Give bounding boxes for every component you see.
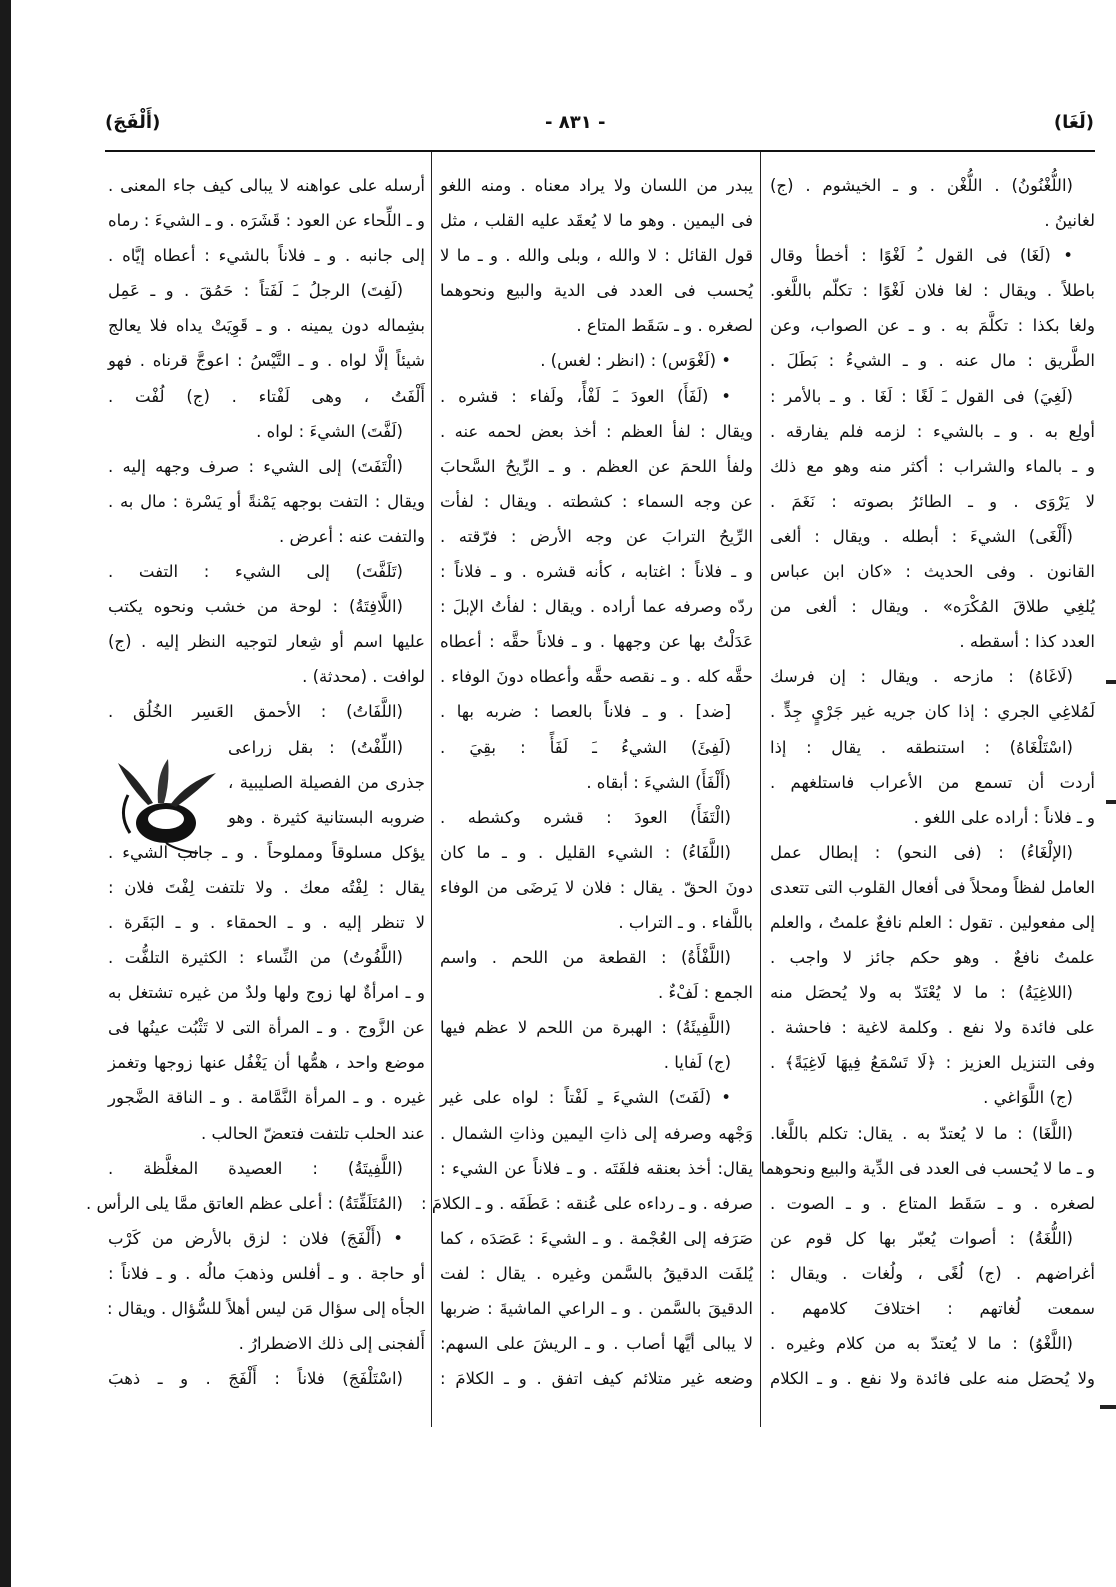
text-line: (اللِّفْتُ) : بقل زراعى (228, 737, 403, 757)
text-line: (لَغِيَ) فى القول ـَ لَغًا : لَغَا . و ـ بالأمر : (770, 386, 1073, 406)
column-divider (760, 152, 761, 1427)
text-line: أرسله على عواهنه لا يبالى كيف جاء المعنى . (108, 176, 425, 195)
scan-mark (1106, 680, 1116, 684)
text-line: (اللَّغْوُ) : ما لا يُعتدّ به من كلام وغيره . (770, 1334, 1073, 1354)
text-line: يُحسب فى العدد فى الدية والبيع ونحوهما (440, 281, 753, 301)
column-middle (421, 168, 753, 1396)
text-line: ويقال : التفت بوجهه يَمْنةً أو يَسْرة : مال به . (108, 491, 425, 511)
text-line: و ـ فلاناً : اغتابه ، كأنه قشره . و ـ فلاناً : (440, 562, 753, 582)
text-line: لا يَرْوَى . و ـ الطائرُ بصوته : نَغَمَ . (770, 491, 1095, 511)
text-line: (اللَّافِتَةُ) : لوحة من خشب ونحوه يكتب (108, 597, 403, 617)
text-line: (اللُّغْنُونُ) . اللُّغْن . و ـ الخيشوم . (ج) (770, 176, 1073, 195)
header-last-entry: (أَلْفَجَ) (105, 112, 161, 133)
text-line: ردّه وصرفه عما أراده . ويقال : لفأتُ الإبلَ : (440, 597, 753, 617)
text-line: لغانينُ . (1044, 211, 1095, 231)
text-line: ولا يُحصَل منه على فائدة ولا نفع . و ـ الكلام (770, 1369, 1095, 1389)
text-line: يُلفَت الدقيقُ بالسَّمن وغيره . يقال : لفت (440, 1263, 753, 1283)
text-line: لصغره . و ـ سَقَط المتاع . و ـ الصوت . (770, 1193, 1095, 1213)
scan-mark (1106, 800, 1116, 804)
text-line: الطَّريق : مال عنه . و ـ الشيءُ : بَطَلَ . (770, 351, 1095, 371)
text-line: فى اليمين . وهو ما لا يُعقَد عليه القلب ، مثل (440, 211, 753, 231)
text-line: إلى جانبه . و ـ فلاناً بالشيء : أعطاه إيَّاه . (108, 246, 425, 266)
text-line: (لَفِتَ) الرجلُ ـَ لَفَتاً : حَمُقَ . و ـ عَمِل (108, 281, 403, 301)
text-line: وَجْهه وصرفه إلى ذاتِ اليمين وذاتِ الشمال . (440, 1123, 753, 1143)
text-line: شيئاً إلَّا لواه . و ـ التَّيْسُ : اعوجَّ قرناه . فهو (108, 351, 425, 371)
text-line: يبدر من اللسان ولا يراد معناه . ومنه اللغو (440, 176, 753, 195)
text-line: حقَّه كله . و ـ نقصه حقَّه وأعطاه دونَ الوفاء . (440, 667, 753, 687)
text-line: و ـ ما لا يُحسب فى العدد فى الدِّية والبيع ونحوهما (760, 1158, 1095, 1178)
text-line: على فائدة ولا نفع . وكلمة لاغية : فاحشة . (770, 1018, 1095, 1038)
text-line: وضعه غير متلائم كيف اتفق . و ـ الكلامَ : (440, 1369, 753, 1389)
text-line: دونَ الحقّ . يقال : فلان لا يَرضَى من الوفاء (440, 877, 753, 897)
text-line: (اللَّفْأَةُ) : القطعة من اللحم . واسم (440, 948, 731, 968)
text-line: (اللَّفِيتَةُ) : العصيدة المغلَّظة . (108, 1158, 403, 1178)
text-line: (اللَّغَا) : ما لا يُعتدّ به . يقال: تكلم باللَّغا. (770, 1123, 1073, 1143)
text-line: (أَلْغَى) الشيءَ : أبطله . ويقال : ألغى (770, 526, 1073, 546)
text-line: بشِماله دون يمينه . و ـ قَوِيَتْ يداه فلا يعالج (108, 316, 425, 336)
text-line: و ـ امرأةٌ لها زوج ولها ولدٌ من غيره تشتغل به (108, 983, 425, 1003)
text-line: و ـ فلاناً : أراده على اللغو . (913, 807, 1095, 827)
text-line: (تَلَفَّتَ) إلى الشيء : التفت . (108, 562, 403, 582)
text-line: ضروبه البستانية كثيرة . وهو (228, 807, 425, 827)
text-line: أردت أن تسمع من الأعراب فاستلغهم . (770, 772, 1095, 792)
text-line: صَرَفه إلى العُجْمة . و ـ الشيءَ : عَصَدَه ، كما (440, 1228, 753, 1248)
text-line: (أَلْفَأَ) الشيءَ : أبقاه . (586, 772, 731, 792)
text-line: باللَّفاء . و ـ التراب . (618, 912, 753, 932)
text-line: (اللَّفَاتُ) : الأحمق العَسِر الخُلُق . (108, 702, 403, 722)
text-line: عليها اسم أو شِعار لتوجيه النظر إليه . (ج) (108, 632, 425, 652)
text-line: أغراضهم . (ج) لُغًى ، ولُغات . ويقال : (770, 1263, 1095, 1283)
text-line: (اللُّغَةُ) : أصوات يُعبّر بها كل قوم عن (770, 1228, 1073, 1248)
text-line: (اللَّفُوتُ) من النِّساء : الكثيرة التلفُّت . (108, 948, 403, 968)
text-line: ولغا بكذا : تكلَّمَ به . و ـ عن الصواب، وعن (770, 316, 1095, 336)
text-line: أَلفجنى إلى ذلك الاضطرارُ . (238, 1334, 425, 1354)
turnip-illustration (108, 755, 226, 855)
text-line: يقال: أخذ بعنقه فلفَتَه . و ـ فلاناً عن الشيء : (440, 1158, 753, 1178)
text-line: (الْتَفَأَ) العودَ : قشره وكشطه . (440, 807, 731, 827)
text-line: صرفه . و ـ رداءه على عُنقه : عَطَفَه . و ـ الكلامَ : (421, 1193, 753, 1213)
text-line: (اللَّفَاءُ) : الشيء القليل . و ـ ما كان (440, 842, 731, 862)
text-line: (ج) اللَّوَاغي . (983, 1088, 1073, 1108)
text-line: موضع واحد ، همُّها أن يَغْفُل عنها زوجها وتغمز (108, 1053, 425, 1073)
text-line: • (لَغَا) فى القول ـُ لَغْوًا : أخطأ وقال (770, 246, 1073, 266)
column-right (760, 168, 1095, 1396)
text-line: لصغره . و ـ سَقَط المتاع . (576, 316, 753, 336)
text-line: و ـ بالماء والشراب : أكثر منه وهو مع ذلك (770, 456, 1095, 476)
page-number: - ٨٣١ - (545, 112, 606, 133)
scan-mark (1100, 1405, 1116, 1409)
text-line: عند الحلب تلتفت فتعضّ الحالب . (200, 1123, 425, 1143)
text-line: • (لَفَأَ) العودَ ـَ لَفْأً، ولَفاء : قشره . (440, 386, 731, 406)
text-line: عن الزَّوج . و ـ المرأة التى لا تَثْبُت عينُها فى (108, 1018, 425, 1038)
text-line: علمتُ نافعٌ . وهو حكم جائز لا واجب . (770, 948, 1095, 968)
text-line: العدد كذا : أسقطه . (959, 632, 1095, 652)
text-line: عَدَلْتُ بها عن وجهها . و ـ فلاناً حقَّه : أعطاه (440, 632, 753, 652)
text-line: (لَاغَاهُ) : مازحه . ويقال : إن فرسك (770, 667, 1073, 687)
text-line: • (لَغْوَس) : (انظر : لغس) . (540, 351, 731, 371)
text-line: (ج) لَفايا . (663, 1053, 731, 1073)
text-line: الجمع : لَفْءٌ . (658, 983, 753, 1003)
text-line: أَلْفَتُ ، وهى لَفْتاء . (ج) لُفْت . (108, 386, 425, 406)
text-line: قول القائل : لا والله ، وبلى والله . و ـ ما لا (440, 246, 753, 266)
text-line: سمعت لُغاتهم : اختلافَ كلامهم . (770, 1299, 1095, 1318)
text-line: والتفت عنه : أعرض . (278, 526, 425, 546)
text-line: (لَفِئَ) الشيءُ ـَ لَفَأً : بقِيَ . (440, 737, 731, 757)
text-line: و ـ اللِّحاء عن العود : قَشَرَه . و ـ الشيءَ : رماه (108, 211, 425, 231)
text-line: (اللاغِيَةُ) : ما لا يُعْتَدّ به ولا يُحصَل منه (770, 983, 1073, 1003)
text-line: باطلاً . ويقال : لغا فلان لَغْوًا : تكلّم باللَّغو. (770, 281, 1095, 301)
text-line: لا تنظر إليه . و ـ الحمقاء . و ـ البَقَرة . (108, 912, 425, 932)
text-line: ولفأ اللحمَ عن العظم . و ـ الرِّيحُ السَّحابَ (440, 456, 753, 476)
text-line: • (أَلْفَجَ) فلان : لزق بالأرض من كَرْب (108, 1228, 403, 1248)
header-rule (105, 150, 1095, 152)
text-line: إلى مفعولين . تقول : العلم نافعٌ علمتُ ، والعلم (770, 912, 1095, 932)
text-line: جذرى من الفصيلة الصليبية ، (228, 772, 425, 792)
text-line: يقال : لِفْتُه معك . ولا تلتفت لِفْتَ فلان : (108, 877, 425, 897)
text-line: • (لَفَتَ) الشيءَ ـِ لَفْتاً : لواه على غير (440, 1088, 731, 1108)
text-line: الجأه إلى سؤال مَن ليس أهلاً للسُّؤال . ويقال : (106, 1299, 425, 1318)
text-line: الدقيقَ بالسَّمن . و ـ الراعي الماشيةَ : ضربها (440, 1299, 753, 1318)
text-line: (لَفَّتَ) الشيءَ : لواه . (256, 421, 403, 441)
text-line: يُلغِي طلاقَ المُكْرَه» . ويقال : ألغى من (770, 597, 1095, 617)
text-line: أو حاجة . و ـ أفلس وذهبَ مالُه . و ـ فلاناً : (108, 1263, 425, 1283)
text-line: لا يبالى أيَّها أصاب . و ـ الريشَ على السهم: (440, 1334, 753, 1354)
text-line: (الْتَفَتَ) إلى الشيء : صرف وجهه إليه . (108, 456, 403, 476)
text-line: (اسْتَلْفَجَ) فلاناً : أَلْفَجَ . و ـ ذهبَ (108, 1369, 403, 1389)
text-line: الرِّيحُ الترابَ عن وجه الأرض : فرّقته . (440, 526, 753, 546)
text-line: (الإلْغَاءُ) : (فى النحو) : إبطال عمل (770, 842, 1073, 862)
text-line: يؤكل مسلوقاً ومملوحاً . و ـ جانب الشيء . (108, 842, 425, 862)
text-line: ويقال : لفأ العظم : أخذ بعض لحمه عنه . (440, 421, 753, 441)
text-line: غيره . و ـ المرأة النَّمَّامة . و ـ الناقة الضَّجور (108, 1088, 425, 1108)
column-divider (431, 152, 432, 1427)
text-line: أولِع به . و ـ بالشيء : لزمه فلم يفارقه . (770, 421, 1095, 441)
text-line: [ضد] . و ـ فلاناً بالعصا : ضربه بها . (440, 702, 731, 722)
text-line: لَمُلاغِي الجري : إذا كان جريه غير جَرْيٍ جِدٍّ . (770, 702, 1095, 722)
text-line: القانون . وفى الحديث : «كان ابن عباس (770, 562, 1095, 582)
scan-edge (0, 0, 11, 1587)
text-line: عن وجه السماء : كشطته . ويقال : لفأت (440, 491, 753, 511)
text-line: (اسْتَلْغَاهُ) : استنطقه . يقال : إذا (770, 737, 1073, 757)
text-line: لوافت . (محدثة) . (302, 667, 425, 687)
text-line: (اللَّفِيئَةُ) : الهبرة من اللحم لا عظم فيها (440, 1018, 731, 1038)
text-line: وفى التنزيل العزيز : ﴿لَا تَسْمَعُ فِيهَا لَاغِيَةً﴾ . (770, 1053, 1095, 1073)
header-first-entry: (لَغَا) (1053, 112, 1094, 133)
text-line: (المُتَلَفِّتَةُ) : أعلى عظم العاتق ممَّا يلى الرأس . (85, 1193, 403, 1213)
text-line: العامل لفظاً ومحلاً فى أفعال القلوب التى تتعدى (770, 877, 1095, 897)
